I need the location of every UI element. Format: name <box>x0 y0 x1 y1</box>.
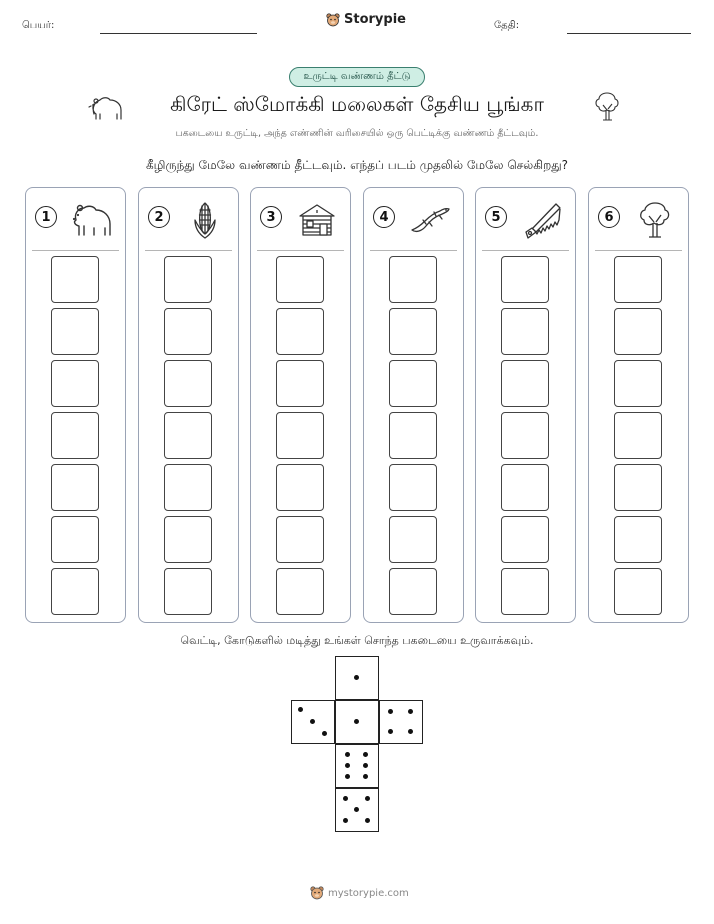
column-divider <box>145 250 232 251</box>
color-box[interactable] <box>614 412 662 459</box>
date-label: தேதி: <box>494 20 520 31</box>
color-box[interactable] <box>389 464 437 511</box>
activity-badge: உருட்டி வண்ணம் தீட்டு <box>289 67 425 87</box>
date-line[interactable] <box>567 33 691 34</box>
name-label: பெயர்: <box>22 20 55 31</box>
column-divider <box>370 250 457 251</box>
bear-icon <box>88 92 124 122</box>
footer-url[interactable]: mystorypie.com <box>328 887 409 899</box>
color-box[interactable] <box>51 412 99 459</box>
color-box[interactable] <box>164 308 212 355</box>
column-2 <box>138 187 239 623</box>
brand-name: Storypie <box>344 12 406 27</box>
dice-face-3 <box>291 700 335 744</box>
page-title: கிரேட் ஸ்மோக்கி மலைகள் தேசிய பூங்கா <box>170 92 544 116</box>
bear-mascot-icon <box>326 13 340 27</box>
instructions-subtitle: பகடையை உருட்டி, அந்த எண்ணின் வரிசையில் ஒரு பெட்டிக்கு வண்ணம் தீட்டவும். <box>175 128 539 139</box>
footer <box>310 886 409 900</box>
dice-face-1 <box>335 656 379 700</box>
column-divider <box>257 250 344 251</box>
log-cabin-icon <box>295 200 339 240</box>
color-box[interactable] <box>614 516 662 563</box>
tree-icon <box>633 200 677 240</box>
color-box[interactable] <box>164 360 212 407</box>
tree-icon <box>592 90 622 122</box>
color-box[interactable] <box>389 412 437 459</box>
color-box[interactable] <box>501 568 549 615</box>
column-1 <box>25 187 126 623</box>
column-divider <box>482 250 569 251</box>
column-divider <box>32 250 119 251</box>
color-box[interactable] <box>276 464 324 511</box>
color-box[interactable] <box>51 360 99 407</box>
question-text: கீழிருந்து மேலே வண்ணம் தீட்டவும். எந்தப் படம் முதலில் மேலே செல்கிறது? <box>145 158 569 172</box>
color-box[interactable] <box>501 516 549 563</box>
color-box[interactable] <box>276 568 324 615</box>
bear-icon <box>70 200 114 240</box>
color-box[interactable] <box>614 464 662 511</box>
color-box[interactable] <box>164 568 212 615</box>
color-box[interactable] <box>389 360 437 407</box>
color-box[interactable] <box>164 256 212 303</box>
salamander-icon <box>408 200 452 240</box>
color-box[interactable] <box>389 516 437 563</box>
column-3 <box>250 187 351 623</box>
column-number: 1 <box>35 206 57 228</box>
color-box[interactable] <box>51 568 99 615</box>
color-box[interactable] <box>276 308 324 355</box>
color-box[interactable] <box>276 412 324 459</box>
color-box[interactable] <box>389 568 437 615</box>
column-number: 6 <box>598 206 620 228</box>
column-number: 3 <box>260 206 282 228</box>
dice-face-6 <box>335 744 379 788</box>
color-box[interactable] <box>51 464 99 511</box>
color-box[interactable] <box>501 464 549 511</box>
color-box[interactable] <box>614 360 662 407</box>
color-box[interactable] <box>51 516 99 563</box>
color-box[interactable] <box>614 308 662 355</box>
column-4 <box>363 187 464 623</box>
color-box[interactable] <box>501 412 549 459</box>
color-box[interactable] <box>276 360 324 407</box>
color-box[interactable] <box>614 256 662 303</box>
dice-face-1-center <box>335 700 379 744</box>
color-box[interactable] <box>164 516 212 563</box>
column-6 <box>588 187 689 623</box>
color-box[interactable] <box>51 256 99 303</box>
bear-mascot-icon <box>310 886 324 900</box>
color-box[interactable] <box>614 568 662 615</box>
color-box[interactable] <box>501 360 549 407</box>
column-number: 4 <box>373 206 395 228</box>
dice-face-5 <box>335 788 379 832</box>
brand-logo <box>326 12 406 27</box>
cut-fold-instruction: வெட்டி, கோடுகளில் மடித்து உங்கள் சொந்த பகடையை உருவாக்கவும். <box>180 634 534 647</box>
color-box[interactable] <box>501 256 549 303</box>
name-line[interactable] <box>100 33 257 34</box>
color-box[interactable] <box>389 256 437 303</box>
color-box[interactable] <box>276 516 324 563</box>
color-box[interactable] <box>164 412 212 459</box>
color-box[interactable] <box>276 256 324 303</box>
saw-icon <box>520 200 564 240</box>
dice-face-4 <box>379 700 423 744</box>
corn-icon <box>183 200 227 240</box>
color-box[interactable] <box>51 308 99 355</box>
column-number: 2 <box>148 206 170 228</box>
column-number: 5 <box>485 206 507 228</box>
column-divider <box>595 250 682 251</box>
color-box[interactable] <box>501 308 549 355</box>
column-5 <box>475 187 576 623</box>
color-box[interactable] <box>164 464 212 511</box>
color-box[interactable] <box>389 308 437 355</box>
